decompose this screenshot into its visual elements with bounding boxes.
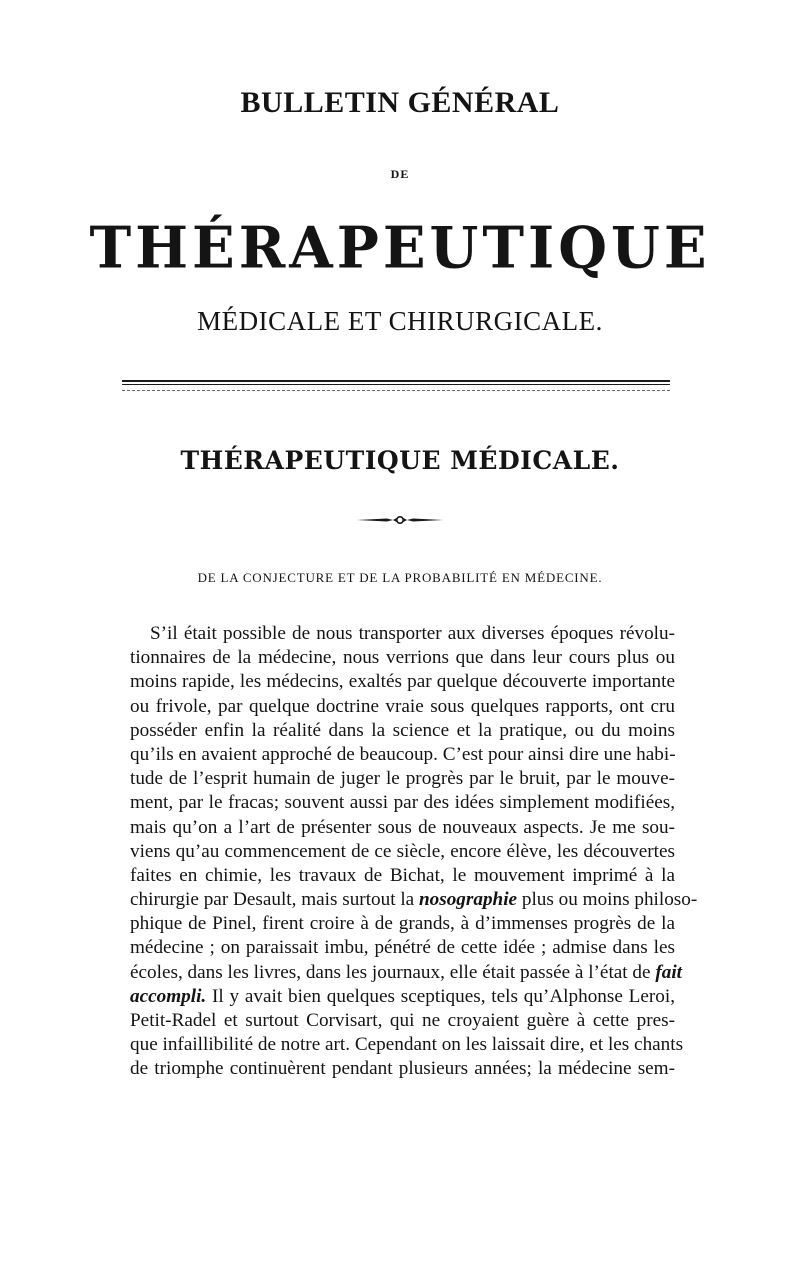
body-line: médecine ; on paraissait imbu, pénétré de cette idée ; admise dans les — [130, 937, 675, 959]
body-line-mixed — [130, 985, 675, 1009]
journal-title-de: DE — [390, 167, 410, 181]
body-line: qu’ils en avaient approché de beaucoup. C’est pour ainsi dire une habi- — [130, 743, 676, 765]
body-line: tionnaires de la médecine, nous verrions que dans leur cours plus ou — [130, 647, 675, 669]
body-italic-run: nosographie — [418, 889, 518, 911]
body-line: ment, par le fracas; souvent aussi par des idées simplement modifiées, — [130, 792, 675, 814]
body-line: moins rapide, les médecins, exaltés par quelque découverte importante — [130, 671, 675, 693]
body-italic-run: fait — [655, 961, 682, 983]
body-italic-run: accompli. — [130, 985, 207, 1007]
body-text-run: plus ou moins philoso- — [521, 889, 698, 911]
body-text-run: Il y avait bien quelques sceptiques, tels qu’Alphonse Leroi, — [212, 985, 676, 1007]
body-line-mixed — [130, 888, 698, 912]
article-body — [130, 622, 698, 1082]
journal-title-line1: BULLETIN GÉNÉRAL — [240, 86, 560, 119]
body-line: Petit-Radel et surtout Corvisart, qui ne croyaient guère à cette pres- — [130, 1010, 675, 1031]
rule-dashed — [122, 390, 670, 391]
body-line: viens qu’au commencement de ce siècle, encore élève, les découvertes — [130, 840, 675, 862]
section-heading: THÉRAPEUTIQUE MÉDICALE. — [180, 446, 620, 475]
double-rule-divider — [122, 380, 670, 396]
article-title: DE LA CONJECTURE ET DE LA PROBABILITÉ EN MÉDECINE. — [197, 570, 603, 585]
body-text-run: écoles, dans les livres, dans les journaux, elle était passée à l’état de — [130, 961, 651, 983]
journal-title-main: THÉRAPEUTIQUE — [89, 214, 711, 282]
body-line: mais qu’on a l’art de présenter sous de nouveaux aspects. Je me sou- — [130, 816, 675, 838]
body-line: S’il était possible de nous transporter aux diverses époques révolu- — [150, 623, 675, 644]
body-line: posséder enfin la réalité dans la science et la pratique, ou du moins — [130, 719, 675, 741]
body-line: tude de l’esprit humain de juger le progrès par le bruit, par le mouve- — [130, 768, 675, 790]
journal-subtitle: MÉDICALE ET CHIRURGICALE. — [197, 306, 603, 336]
rule-thick — [122, 380, 670, 382]
body-line-mixed — [130, 961, 682, 985]
body-text-run: chirurgie par Desault, mais surtout la — [130, 889, 415, 911]
body-line: de triomphe continuèrent pendant plusieurs années; la médecine sem- — [130, 1058, 675, 1080]
ornament-divider-icon — [355, 513, 445, 527]
rule-thin — [122, 384, 670, 385]
body-line: faites en chimie, les travaux de Bichat, le mouvement imprimé à la — [130, 864, 675, 886]
body-line: phique de Pinel, firent croire à de grands, à d’immenses progrès de la — [130, 913, 675, 935]
body-line: ou frivole, par quelque doctrine vraie sous quelques rapports, ont cru — [130, 695, 675, 717]
body-line: que infaillibilité de notre art. Cependant on les laissait dire, et les chants — [130, 1034, 684, 1056]
